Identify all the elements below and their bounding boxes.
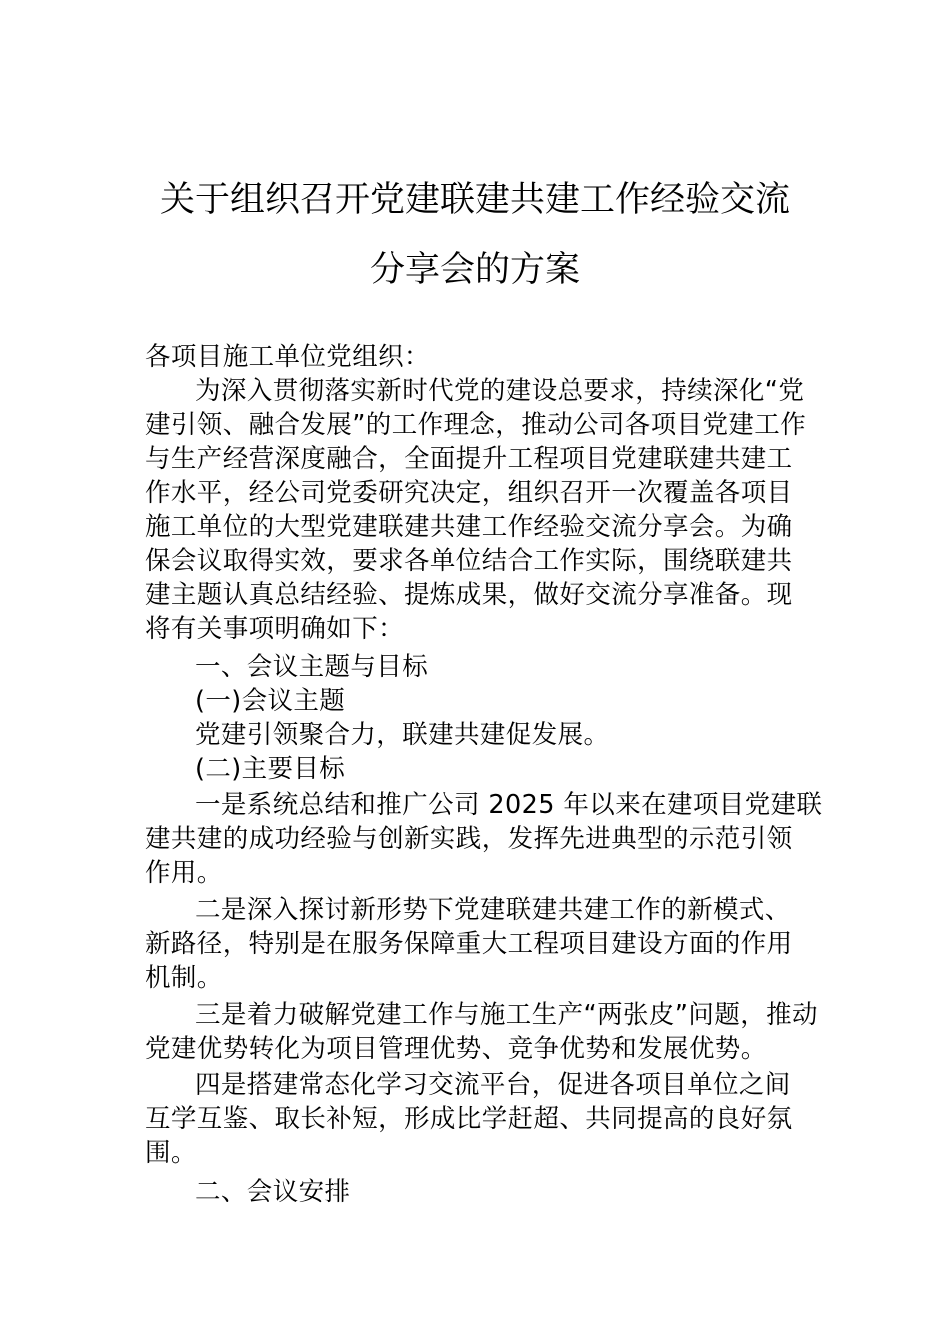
goal-2-line: 新路径，特别是在服务保障重大工程项目建设方面的作用 [145,929,793,959]
subsection-heading-1-2: (二)主要目标 [195,754,346,784]
section-heading-2: 二、会议安排 [195,1177,351,1207]
document-title-line-1: 关于组织召开党建联建共建工作经验交流 [159,180,790,220]
subsection-heading-1-1: (一)会议主题 [195,686,346,716]
goal-1-line: 一是系统总结和推广公司 2025 年以来在建项目党建联 [195,790,823,820]
goal-4-line: 互学互鉴、取长补短，形成比学赶超、共同提高的良好氛 [145,1104,793,1134]
body-line: 与生产经营深度融合，全面提升工程项目党建联建共建工 [145,444,793,474]
goal-3-line: 三是着力破解党建工作与施工生产“两张皮”问题，推动 [195,1000,818,1030]
goal-4-line: 围。 [145,1138,197,1168]
goal-2-line: 机制。 [145,963,223,993]
body-line: 建引领、融合发展”的工作理念，推动公司各项目党建工作 [145,410,807,440]
body-line: 将有关事项明确如下： [145,614,405,644]
body-line: 为深入贯彻落实新时代党的建设总要求，持续深化“党 [195,376,805,406]
document-title-line-2: 分享会的方案 [369,250,580,290]
goal-2-line: 二是深入探讨新形势下党建联建共建工作的新模式、 [195,895,791,925]
salutation: 各项目施工单位党组织： [145,342,430,372]
goal-3-line: 党建优势转化为项目管理优势、竞争优势和发展优势。 [145,1034,767,1064]
goal-1-line: 建共建的成功经验与创新实践，发挥先进典型的示范引领 [145,824,793,854]
body-line: 作水平，经公司党委研究决定，组织召开一次覆盖各项目 [145,478,793,508]
goal-1-line: 作用。 [145,858,223,888]
body-line: 保会议取得实效，要求各单位结合工作实际，围绕联建共 [145,546,793,576]
section-heading-1: 一、会议主题与目标 [195,652,429,682]
meeting-theme: 党建引领聚合力，联建共建促发展。 [195,720,610,750]
body-line: 施工单位的大型党建联建共建工作经验交流分享会。为确 [145,512,793,542]
body-line: 建主题认真总结经验、提炼成果，做好交流分享准备。现 [145,580,793,610]
goal-4-line: 四是搭建常态化学习交流平台，促进各项目单位之间 [195,1070,791,1100]
